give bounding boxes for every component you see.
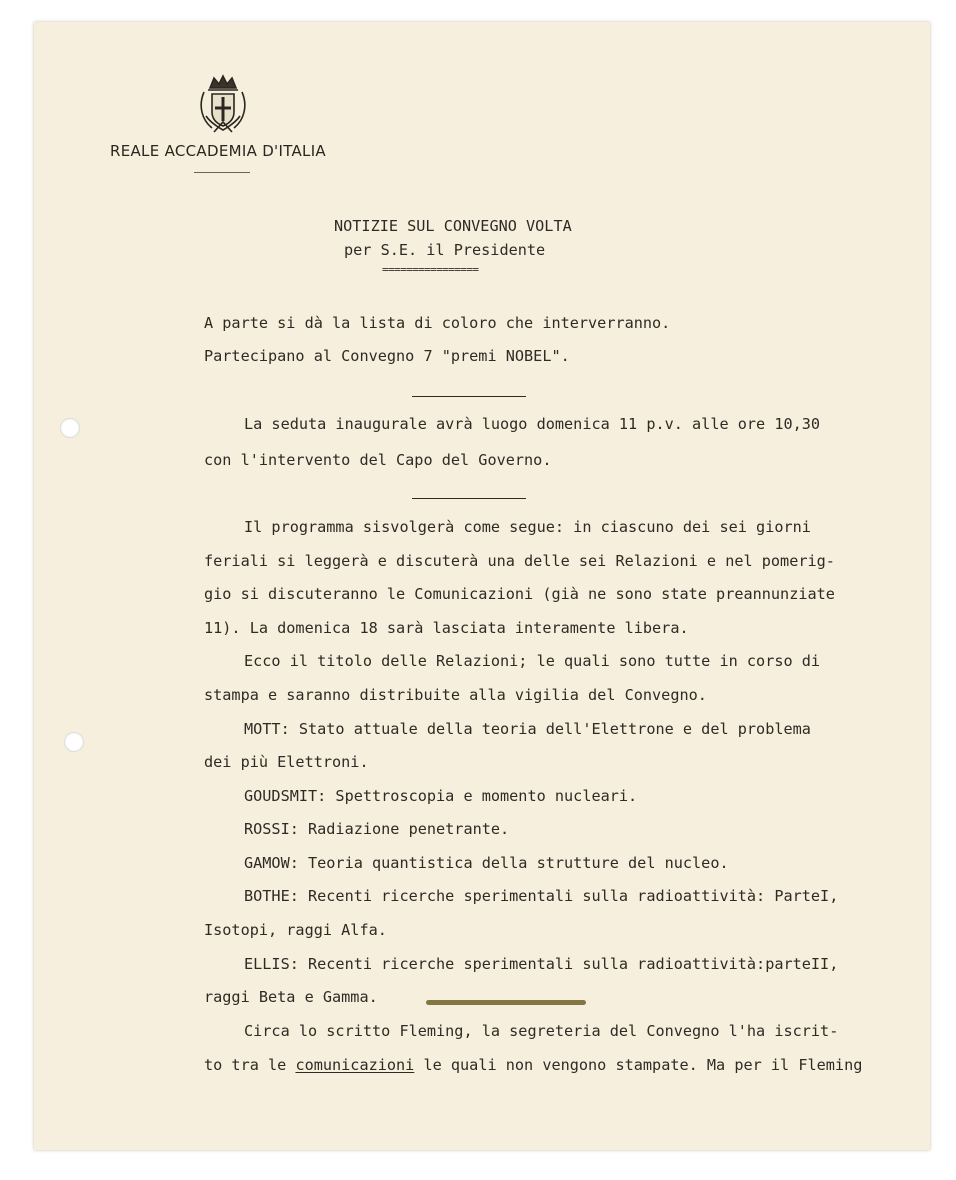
text-line: 11). La domenica 18 sarà lasciata interamente libera. — [204, 619, 689, 637]
document-page — [34, 22, 930, 1150]
text-fragment: le quali non vengono stampate. Ma per il Fleming — [414, 1056, 863, 1074]
punch-hole — [64, 732, 84, 752]
text-line: La seduta inaugurale avrà luogo domenica 11 p.v. alle ore 10,30 — [244, 415, 821, 433]
text-line: dei più Elettroni. — [204, 753, 369, 771]
title-underline: ================ — [382, 263, 479, 276]
text-line: BOTHE: Recenti ricerche sperimentali sulla radioattività: ParteI, — [244, 887, 839, 905]
text-line: Circa lo scritto Fleming, la segreteria del Convegno l'ha iscrit- — [244, 1022, 839, 1040]
text-line: ELLIS: Recenti ricerche sperimentali sulla radioattività:parteII, — [244, 955, 839, 973]
punch-hole — [60, 418, 80, 438]
royal-crest-icon — [196, 72, 250, 136]
text-line: raggi Beta e Gamma. — [204, 988, 378, 1006]
text-line — [204, 1056, 862, 1074]
text-line: con l'intervento del Capo del Governo. — [204, 451, 552, 469]
text-line: gio si discuteranno le Comunicazioni (già ne sono state preannunziate — [204, 585, 835, 603]
text-line: GAMOW: Teoria quantistica della strutture del nucleo. — [244, 854, 729, 872]
text-line: GOUDSMIT: Spettroscopia e momento nucleari. — [244, 787, 638, 805]
section-divider — [412, 498, 526, 499]
underlined-word: comunicazioni — [295, 1056, 415, 1074]
text-line: ROSSI: Radiazione penetrante. — [244, 820, 510, 838]
document-title: NOTIZIE SUL CONVEGNO VOLTA — [334, 217, 572, 235]
text-line: A parte si dà la lista di coloro che interverranno. — [204, 314, 671, 332]
text-line: Isotopi, raggi Alfa. — [204, 921, 387, 939]
text-line: Ecco il titolo delle Relazioni; le quali sono tutte in corso di — [244, 652, 821, 670]
section-divider — [412, 396, 526, 397]
text-line: stampa e saranno distribuite alla vigilia del Convegno. — [204, 686, 707, 704]
academy-name: REALE ACCADEMIA D'ITALIA — [110, 142, 326, 160]
text-fragment: to tra le — [204, 1056, 296, 1074]
text-line: Il programma sisvolgerà come segue: in ciascuno dei sei giorni — [244, 518, 811, 536]
document-subtitle: per S.E. il Presidente — [344, 241, 546, 259]
academy-divider — [194, 172, 250, 173]
text-line: feriali si leggerà e discuterà una delle sei Relazioni e nel pomerig- — [204, 552, 835, 570]
text-line: Partecipano al Convegno 7 "premi NOBEL". — [204, 347, 570, 365]
ink-underline-mark — [426, 1000, 586, 1005]
text-line: MOTT: Stato attuale della teoria dell'Elettrone e del problema — [244, 720, 811, 738]
